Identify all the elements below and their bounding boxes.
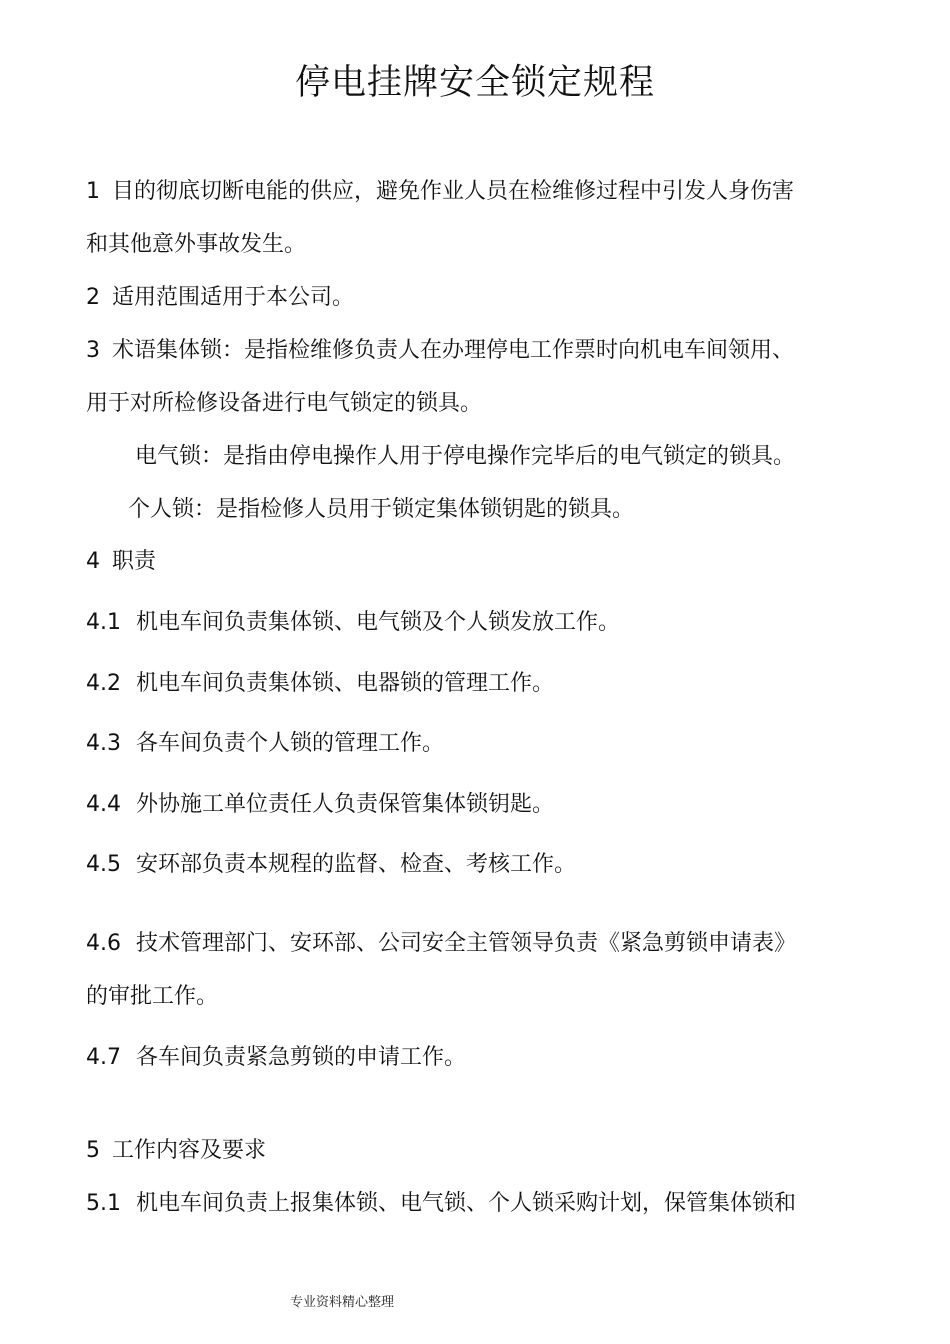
paragraph-line-16 — [86, 1042, 466, 1074]
paragraph-line-3 — [86, 282, 354, 314]
paragraph-line-13 — [86, 849, 576, 881]
paragraph-line-9 — [86, 607, 620, 639]
line-text: 工作内容及要求 — [112, 1138, 267, 1163]
line-text: 各车间负责个人锁的管理工作。 — [136, 731, 445, 756]
paragraph-line-17 — [86, 1135, 266, 1167]
section-number: 2 — [86, 285, 100, 310]
line-text: 技术管理部门、安环部、公司安全主管领导负责《紧急剪锁申请表》 — [136, 931, 797, 956]
section-number: 4.5 — [86, 852, 121, 877]
line-text: 用于对所检修设备进行电气锁定的锁具。 — [86, 391, 483, 416]
line-text: 的审批工作。 — [86, 984, 219, 1009]
paragraph-line-5 — [86, 388, 482, 420]
section-number: 5 — [86, 1138, 100, 1163]
document-title: 停电挂牌安全锁定规程 — [294, 63, 655, 103]
section-number: 1 — [86, 179, 100, 204]
line-text: 各车间负责紧急剪锁的申请工作。 — [136, 1045, 467, 1070]
paragraph-line-14 — [86, 928, 796, 960]
section-number: 4.1 — [86, 610, 121, 635]
line-text: 机电车间负责集体锁、电气锁及个人锁发放工作。 — [136, 610, 621, 635]
section-number: 3 — [86, 338, 100, 363]
line-text: 目的彻底切断电能的供应，避免作业人员在检维修过程中引发人身伤害 — [112, 179, 795, 204]
line-text: 安环部负责本规程的监督、检查、考核工作。 — [136, 852, 577, 877]
paragraph-line-2 — [86, 229, 306, 261]
section-number: 4 — [86, 549, 100, 574]
section-number: 4.6 — [86, 931, 121, 956]
paragraph-line-15 — [86, 981, 218, 1013]
line-text: 外协施工单位责任人负责保管集体锁钥匙。 — [136, 792, 555, 817]
section-number: 5.1 — [86, 1191, 121, 1216]
paragraph-line-10 — [86, 668, 554, 700]
line-text: 机电车间负责集体锁、电器锁的管理工作。 — [136, 671, 555, 696]
line-text: 机电车间负责上报集体锁、电气锁、个人锁采购计划，保管集体锁和 — [136, 1191, 797, 1216]
line-text: 电气锁：是指由停电操作人用于停电操作完毕后的电气锁定的锁具。 — [135, 444, 796, 469]
line-text: 职责 — [112, 549, 157, 574]
paragraph-line-8 — [86, 546, 156, 578]
section-number: 4.3 — [86, 731, 121, 756]
paragraph-line-18 — [86, 1188, 796, 1220]
line-text: 适用范围适用于本公司。 — [112, 285, 355, 310]
page-footer: 专业资料精心整理 — [290, 1295, 395, 1310]
paragraph-line-12 — [86, 789, 554, 821]
paragraph-line-11 — [86, 728, 444, 760]
paragraph-line-7 — [128, 494, 634, 526]
line-text: 个人锁：是指检修人员用于锁定集体锁钥匙的锁具。 — [128, 497, 635, 522]
paragraph-line-4 — [86, 335, 794, 367]
section-number: 4.2 — [86, 671, 121, 696]
line-text: 术语集体锁：是指检维修负责人在办理停电工作票时向机电车间领用、 — [112, 338, 795, 363]
section-number: 4.7 — [86, 1045, 121, 1070]
paragraph-line-6 — [135, 441, 795, 473]
section-number: 4.4 — [86, 792, 121, 817]
line-text: 和其他意外事故发生。 — [86, 232, 307, 257]
paragraph-line-1 — [86, 176, 794, 208]
